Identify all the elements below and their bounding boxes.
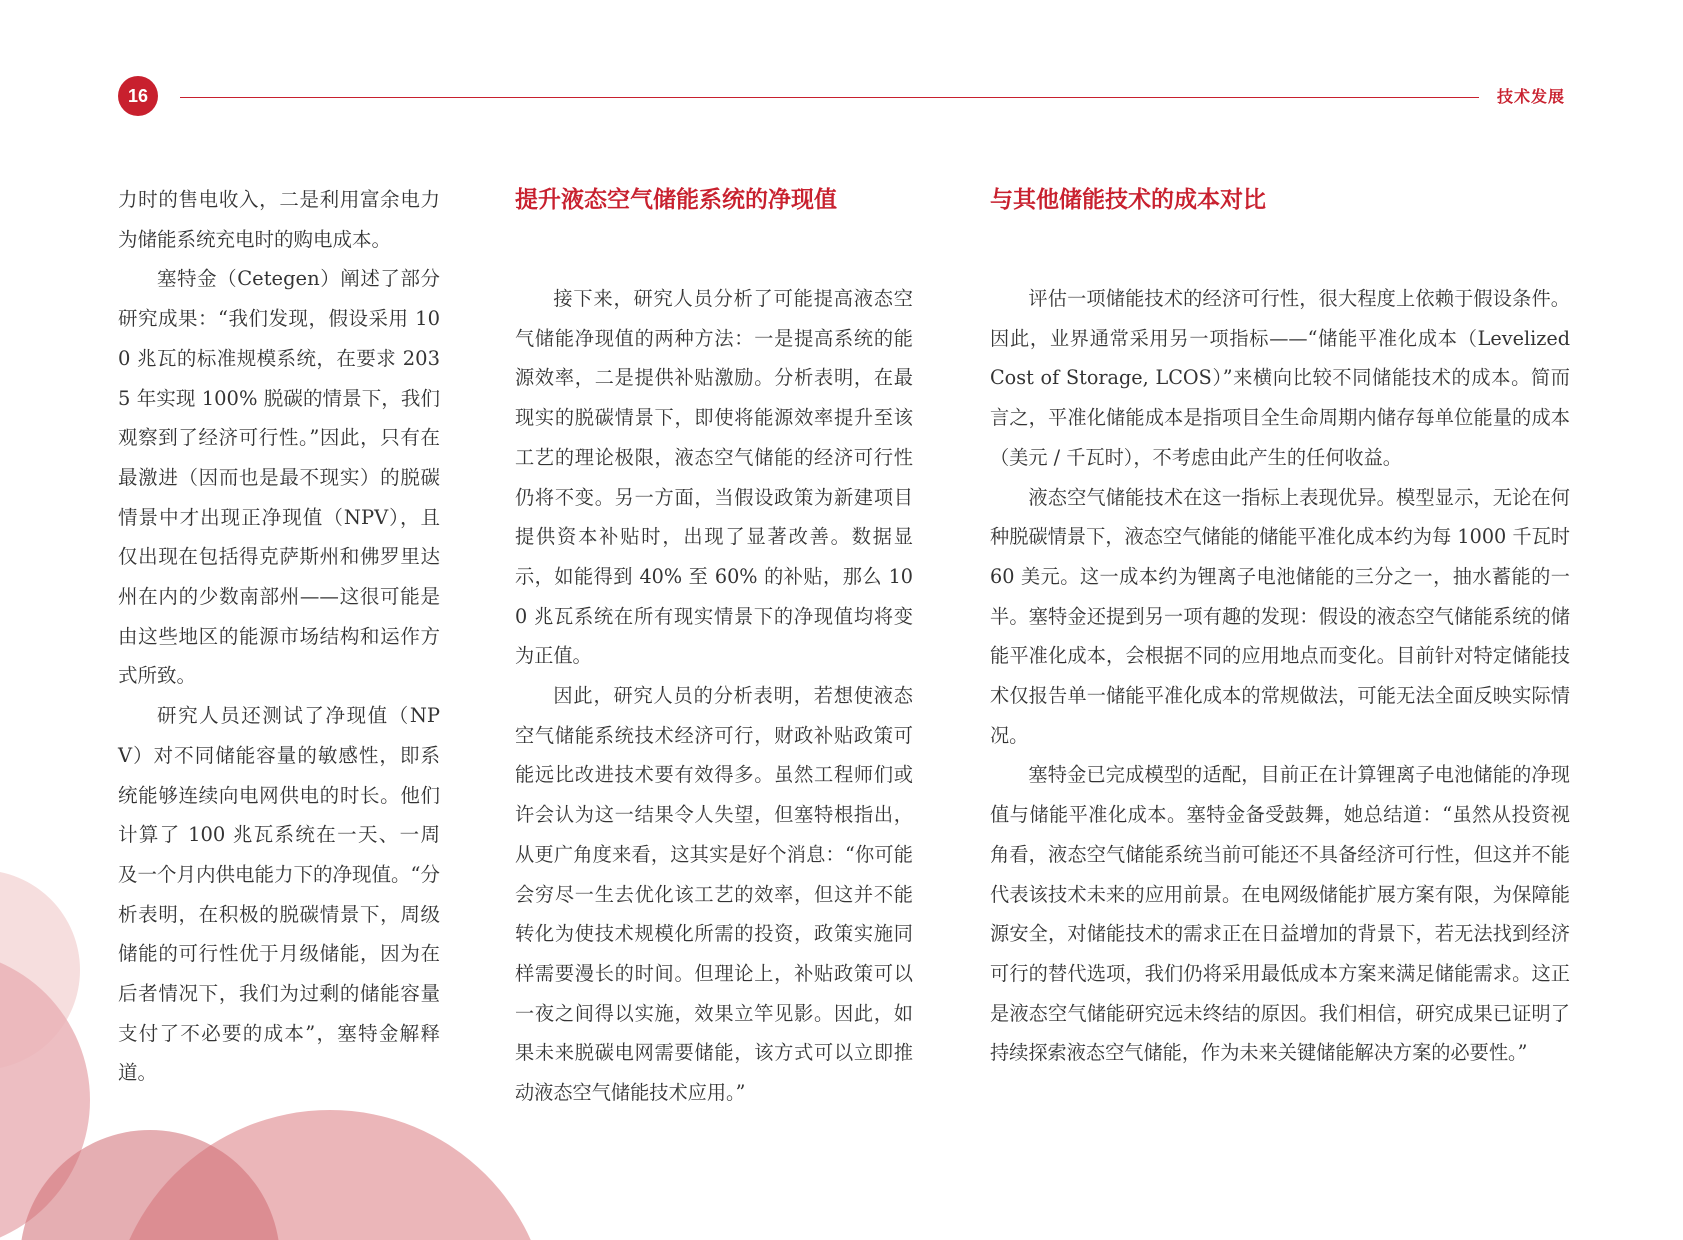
section-title: 技术发展 — [1496, 87, 1565, 106]
section-heading: 提升液态空气储能系统的净现值 — [515, 187, 837, 213]
section-heading: 与其他储能技术的成本对比 — [990, 187, 1266, 213]
decor-circle-large — [110, 1110, 550, 1240]
text-column-1 — [118, 180, 440, 1093]
decor-circle-dark — [20, 1130, 280, 1240]
paragraph: 力时的售电收入，二是利用富余电力为储能系统充电时的购电成本。 — [118, 188, 440, 251]
decor-circle-light — [0, 870, 80, 1070]
text-column-3 — [990, 180, 1570, 1073]
text-column-2 — [515, 180, 913, 1113]
paragraph: 因此，研究人员的分析表明，若想使液态空气储能系统技术经济可行，财政补贴政策可能远比改进技术要有效得多。虽然工程师们或许会认为这一结果令人失望，但塞特根指出，从更广角度来看，这其实是好个消息：“你可能会穷尽一生去优化该工艺的效率，但这并不能转化为使技术规模化所需的投资，政策实施同样需要漫长的时间。但理论上，补贴政策可以一夜之间得以实施，效果立竿见影。因此，如果未来脱碳电网需要储能，该方式可以立即推动液态空气储能技术应用。” — [515, 684, 913, 1105]
paragraph: 液态空气储能技术在这一指标上表现优异。模型显示，无论在何种脱碳情景下，液态空气储能的储能平准化成本约为每 1000 千瓦时 60 美元。这一成本约为锂离子电池储能的三分之一，抽水蓄能的一半。塞特金还提到另一项有趣的发现：假设的液态空气储能系统的储能平准化成本，会根据不同的应用地点而变化。目前针对特定储能技术仅报告单一储能平准化成本的常规做法，可能无法全面反映实际情况。 — [990, 485, 1570, 747]
paragraph: 塞特金已完成模型的适配，目前正在计算锂离子电池储能的净现值与储能平准化成本。塞特金备受鼓舞，她总结道：“虽然从投资视角看，液态空气储能系统当前可能还不具备经济可行性，但这并不能代表该技术未来的应用前景。在电网级储能扩展方案有限，为保障能源安全，对储能技术的需求正在日益增加的背景下，若无法找到经济可行的替代选项，我们仍将采用最低成本方案来满足储能需求。这正是液态空气储能研究远未终结的原因。我们相信，研究成果已证明了持续探索液态空气储能，作为未来关键储能解决方案的必要性。” — [990, 763, 1570, 1065]
paragraph: 接下来，研究人员分析了可能提高液态空气储能净现值的两种方法：一是提高系统的能源效率，二是提供补贴激励。分析表明，在最现实的脱碳情景下，即使将能源效率提升至该工艺的理论极限，液态空气储能的经济可行性仍将不变。另一方面，当假设政策为新建项目提供资本补贴时，出现了显著改善。数据显示，如能得到 40% 至 60% 的补贴，那么 100 兆瓦系统在所有现实情景下的净现值均将变为正值。 — [515, 287, 913, 668]
paragraph: 塞特金（Cetegen）阐述了部分研究成果：“我们发现，假设采用 100 兆瓦的标准规模系统，在要求 2035 年实现 100% 脱碳的情景下，我们观察到了经济可行性。”因此，只有在最激进（因而也是最不现实）的脱碳情景中才出现正净现值（NPV），且仅出现在包括得克萨斯州和佛罗里达州在内的少数南部州——这很可能是由这些地区的能源市场结构和运作方式所致。 — [118, 267, 440, 688]
header-divider — [180, 97, 1479, 98]
paragraph: 评估一项储能技术的经济可行性，很大程度上依赖于假设条件。因此，业界通常采用另一项指标——“储能平准化成本（Levelized Cost of Storage, LCOS）”来横向比较不同储能技术的成本。简而言之，平准化储能成本是指项目全生命周期内储存每单位能量的成本（美元 / 千瓦时），不考虑由此产生的任何收益。 — [990, 287, 1570, 469]
page-number-badge: 16 — [118, 76, 158, 116]
decor-circle-mid-left — [0, 950, 90, 1240]
page-header — [0, 0, 1683, 140]
paragraph: 研究人员还测试了净现值（NPV）对不同储能容量的敏感性，即系统能够连续向电网供电的时长。他们计算了 100 兆瓦系统在一天、一周及一个月内供电能力下的净现值。“分析表明，在积极的脱碳情景下，周级储能的可行性优于月级储能，因为在后者情况下，我们为过剩的储能容量支付了不必要的成本”，塞特金解释道。 — [118, 704, 440, 1085]
